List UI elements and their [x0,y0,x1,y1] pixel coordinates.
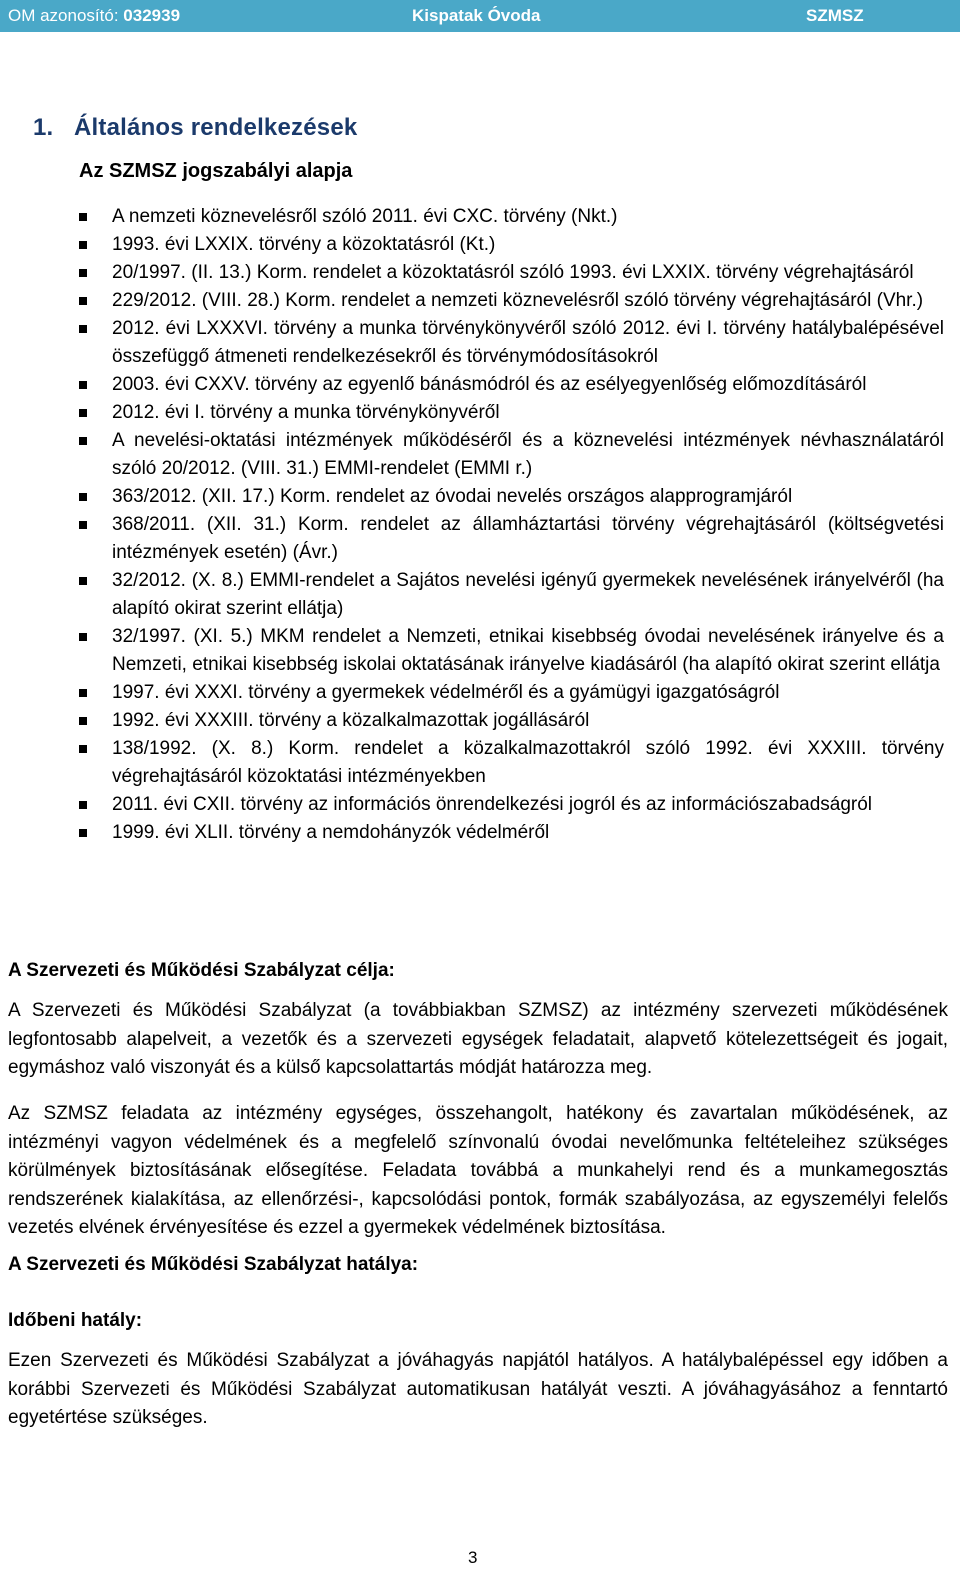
legal-basis-item [0,315,960,371]
legal-basis-item [0,259,960,287]
square-bullet-icon [79,241,87,249]
header-id-label: OM azonosító: [8,6,119,25]
legal-basis-list [0,203,960,847]
square-bullet-icon [79,437,87,445]
page-number: 3 [468,1548,478,1567]
time-scope-text: Ezen Szervezeti és Működési Szabályzat a jóváhagyás napjától hatályos. A hatálybalépéssel egy időben a korábbi Szervezeti és Működési Szabályzat automatikusan hatályát veszti. A jóváhagyásához a fenntartó egyetértése szükséges. [8,1350,948,1428]
legal-basis-item-text: 32/2012. (X. 8.) EMMI-rendelet a Sajátos nevelési igényű gyermekek nevelésének irányelvéről (ha alapító okirat szerint ellátja) [112,570,944,619]
header-id [8,6,180,26]
legal-basis-item [0,287,960,315]
square-bullet-icon [79,717,87,725]
square-bullet-icon [79,633,87,641]
purpose-paragraph-1: A Szervezeti és Működési Szabályzat (a továbbiakban SZMSZ) az intézmény szervezeti működésének legfontosabb alapelveit, a vezetők és a szervezeti egységek feladatait, alapvető kötelezettségeit és jogait, egymáshoz való viszonyát és a külső kapcsolattartás módját határozza meg. [8,1000,948,1078]
legal-basis-item [0,735,960,791]
purpose-heading: A Szervezeti és Működési Szabályzat célja: [8,960,395,981]
legal-basis-item [0,791,960,819]
legal-basis-item-text: 1999. évi XLII. törvény a nemdohányzók védelméről [112,822,550,843]
square-bullet-icon [79,381,87,389]
legal-basis-item-text: 1992. évi XXXIII. törvény a közalkalmazottak jogállásáról [112,710,590,731]
time-scope-heading: Időbeni hatály: [8,1310,143,1331]
legal-basis-item-text: 2012. évi I. törvény a munka törvénykönyvéről [112,402,500,423]
legal-basis-item [0,371,960,399]
legal-basis-item [0,483,960,511]
square-bullet-icon [79,745,87,753]
legal-basis-item-text: 229/2012. (VIII. 28.) Korm. rendelet a nemzeti köznevelésről szóló törvény végrehajtásáról (Vhr.) [112,290,924,311]
legal-basis-item [0,567,960,623]
square-bullet-icon [79,521,87,529]
legal-basis-item-text: 20/1997. (II. 13.) Korm. rendelet a közoktatásról szóló 1993. évi LXXIX. törvény végrehajtásáról [112,262,914,283]
legal-basis-heading: Az SZMSZ jogszabályi alapja [79,160,353,182]
legal-basis-item [0,399,960,427]
legal-basis-item [0,511,960,567]
header-id-value: 032939 [123,6,181,25]
legal-basis-item-text: A nevelési-oktatási intézmények működéséről és a köznevelési intézmények névhasználatáról szóló 20/2012. (VIII. 31.) EMMI-rendelet (EMMI r.) [112,430,944,479]
square-bullet-icon [79,689,87,697]
legal-basis-item [0,819,960,847]
square-bullet-icon [79,493,87,501]
square-bullet-icon [79,325,87,333]
legal-basis-item [0,623,960,679]
scope-heading: A Szervezeti és Működési Szabályzat hatálya: [8,1254,419,1275]
legal-basis-item-text: 32/1997. (XI. 5.) MKM rendelet a Nemzeti, etnikai kisebbség óvodai nevelésének irányelve és a Nemzeti, etnikai kisebbség iskolai oktatásának irányelve kiadásáról (ha alapító okirat szerint ellátja [112,626,944,675]
legal-basis-item-text: 1993. évi LXXIX. törvény a közoktatásról (Kt.) [112,234,496,255]
square-bullet-icon [79,269,87,277]
purpose-paragraph-2: Az SZMSZ feladata az intézmény egységes, összehangolt, hatékony és zavartalan működésének, az intézményi vagyon védelmének és a megfelelő színvonalú óvodai nevelőmunka feltételeihez szükséges körülmények biztosításának elősegítése. Feladata továbbá a munkahelyi rend és a munkamegosztás rendszerének kialakítása, az ellenőrzési-, kapcsolódási pontok, formák szabályozása, az egyszemélyi felelős vezetés elvének érvényesítése és ezzel a gyermekek védelmének biztosítása. [8,1103,948,1238]
legal-basis-item [0,203,960,231]
legal-basis-item-text: 2003. évi CXXV. törvény az egyenlő bánásmódról és az esélyegyenlőség előmozdításáról [112,374,867,395]
square-bullet-icon [79,409,87,417]
square-bullet-icon [79,297,87,305]
square-bullet-icon [79,829,87,837]
header-document-name: SZMSZ [806,6,864,25]
page-header [0,0,960,32]
square-bullet-icon [79,801,87,809]
legal-basis-item [0,707,960,735]
legal-basis-item-text: 2011. évi CXII. törvény az információs önrendelkezési jogról és az információszabadságról [112,794,873,815]
section-title: 1. Általános rendelkezések [33,114,358,141]
header-school-name: Kispatak Óvoda [412,6,541,25]
legal-basis-item [0,679,960,707]
legal-basis-item [0,427,960,483]
legal-basis-item-text: 2012. évi LXXXVI. törvény a munka törvénykönyvéről szóló 2012. évi I. törvény hatálybalépésével összefüggő átmeneti rendelkezésekről és törvénymódosításokról [112,318,944,367]
legal-basis-item-text: 138/1992. (X. 8.) Korm. rendelet a közalkalmazottakról szóló 1992. évi XXXIII. törvény végrehajtásáról közoktatási intézményekben [112,738,944,787]
legal-basis-item-text: 1997. évi XXXI. törvény a gyermekek védelméről és a gyámügyi igazgatóságról [112,682,780,703]
square-bullet-icon [79,577,87,585]
legal-basis-item-text: 363/2012. (XII. 17.) Korm. rendelet az óvodai nevelés országos alapprogramjáról [112,486,793,507]
legal-basis-item [0,231,960,259]
legal-basis-item-text: 368/2011. (XII. 31.) Korm. rendelet az államháztartási törvény végrehajtásáról (költségvetési intézmények esetén) (Ávr.) [112,514,944,563]
legal-basis-item-text: A nemzeti köznevelésről szóló 2011. évi CXC. törvény (Nkt.) [112,206,618,227]
square-bullet-icon [79,213,87,221]
